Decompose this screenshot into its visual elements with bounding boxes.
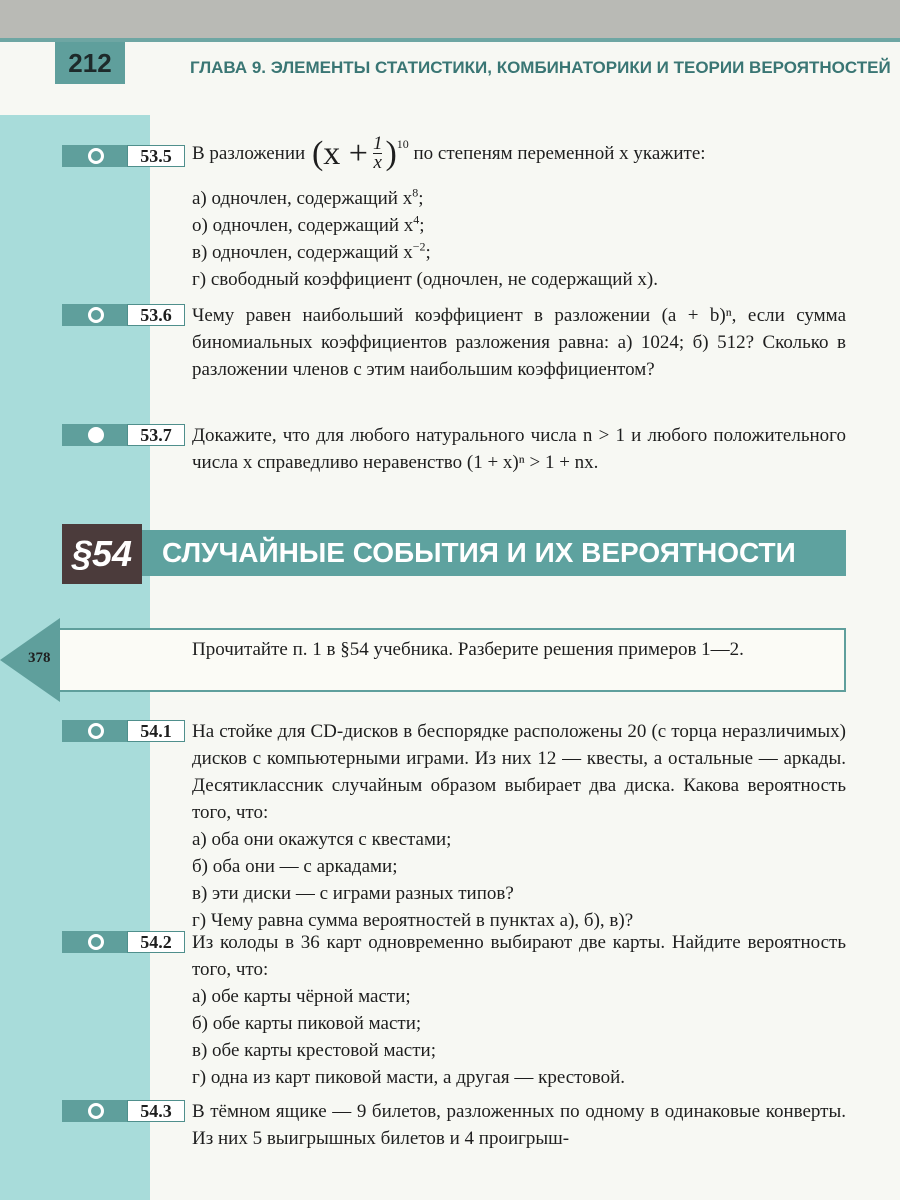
problem-53-5: 53.5 В разложении (x + $\frac{1}{x}$ ) 10 по степеням переменной x укажите: а) одночлен, содержащий $x^8$; о) одночлен, содержащий $x^4$; в) одночлен, содержащий $x^{-2}$; г) свободный коэффициент (одночлен, не содержащий x). xyxy=(62,143,846,293)
circle-icon xyxy=(88,307,104,323)
textbook-page-ref: 378 xyxy=(28,650,51,666)
item-c: в) одночлен, содержащий x xyxy=(192,242,413,263)
problem-label xyxy=(62,931,185,953)
problem-label xyxy=(62,720,185,742)
problem-text: Чему равен наибольший коэффициент в разложении (a + b)ⁿ, если сумма биномиальных коэффициентов разложения равна: а) 1024; б) 512? Сколько в разложении членов с этим наибольшим коэффициентом? xyxy=(192,305,846,380)
problem-number: 54.1 xyxy=(127,720,185,742)
problem-label xyxy=(62,424,185,446)
circle-icon xyxy=(88,148,104,164)
section-title: СЛУЧАЙНЫЕ СОБЫТИЯ И ИХ ВЕРОЯТНОСТИ xyxy=(142,530,846,576)
problem-54-2 xyxy=(62,929,846,1091)
formula-open: (x + xyxy=(311,134,368,172)
problem-label xyxy=(62,304,185,326)
problem-number: 54.3 xyxy=(127,1100,185,1122)
page-top-margin xyxy=(0,0,900,40)
denominator: x xyxy=(373,151,382,173)
circle-icon xyxy=(88,723,104,739)
problem-number: 53.6 xyxy=(127,304,185,326)
problem-number: 54.2 xyxy=(127,931,185,953)
circle-icon xyxy=(88,1103,104,1119)
chapter-title: ГЛАВА 9. ЭЛЕМЕНТЫ СТАТИСТИКИ, КОМБИНАТОРИКИ И ТЕОРИИ ВЕРОЯТНОСТЕЙ xyxy=(190,58,891,77)
problem-text: В разложении xyxy=(192,142,306,164)
problem-label xyxy=(62,145,185,167)
problem-54-3 xyxy=(62,1098,846,1152)
problem-53-6 xyxy=(62,302,846,383)
item-a: а) оба они окажутся с квестами; xyxy=(192,829,452,850)
section-number: §54 xyxy=(62,524,142,584)
header-rule xyxy=(0,38,900,42)
problem-text: На стойке для CD-дисков в беспорядке расположены 20 (с торца неразличимых) дисков с компьютерными играми. Из них 12 — квесты, а остальные — аркады. Десятиклассник случайным образом выбирает два диска. Какова вероятность того, что: xyxy=(192,721,846,823)
page-number: 212 xyxy=(55,42,125,84)
formula-close: ) xyxy=(385,134,397,172)
item-a: а) обе карты чёрной масти; xyxy=(192,986,411,1007)
problem-text: по степеням переменной x укажите: xyxy=(408,142,706,164)
problem-54-1 xyxy=(62,718,846,934)
problem-text: Из колоды в 36 карт одновременно выбирают две карты. Найдите вероятность того, что: xyxy=(192,932,846,980)
item-a: а) одночлен, содержащий x xyxy=(192,188,413,209)
problem-number: 53.7 xyxy=(127,424,185,446)
item-d: г) одна из карт пиковой масти, а другая — крестовой. xyxy=(192,1067,625,1088)
filled-circle-icon xyxy=(88,427,104,443)
problem-number: 53.5 xyxy=(127,145,185,167)
fraction xyxy=(372,132,383,173)
item-d: г) Чему равна сумма вероятностей в пунктах а), б), в)? xyxy=(192,910,634,931)
item-b: о) одночлен, содержащий x xyxy=(192,215,414,236)
problem-text: В тёмном ящике — 9 билетов, разложенных по одному в одинаковые конверты. Из них 5 выигрышных билетов и 4 проигрыш- xyxy=(192,1101,846,1149)
item-b: б) обе карты пиковой масти; xyxy=(192,1013,422,1034)
exponent: 10 xyxy=(396,137,409,151)
numerator: 1 xyxy=(372,132,383,154)
exponent: 4 xyxy=(413,212,420,227)
exponent: −2 xyxy=(412,239,426,254)
item-c: в) обе карты крестовой масти; xyxy=(192,1040,436,1061)
exponent: 8 xyxy=(412,185,419,200)
problem-text: Докажите, что для любого натурального числа n > 1 и любого положительного числа x справедливо неравенство (1 + x)ⁿ > 1 + nx. xyxy=(192,425,846,473)
item-d: г) свободный коэффициент (одночлен, не содержащий x). xyxy=(192,269,658,290)
item-c: в) эти диски — с играми разных типов? xyxy=(192,883,514,904)
problem-53-7 xyxy=(62,422,846,476)
circle-icon xyxy=(88,934,104,950)
item-b: б) оба они — с аркадами; xyxy=(192,856,398,877)
reading-text: Прочитайте п. 1 в §54 учебника. Разберите решения примеров 1—2. xyxy=(192,639,744,660)
problem-label xyxy=(62,1100,185,1122)
